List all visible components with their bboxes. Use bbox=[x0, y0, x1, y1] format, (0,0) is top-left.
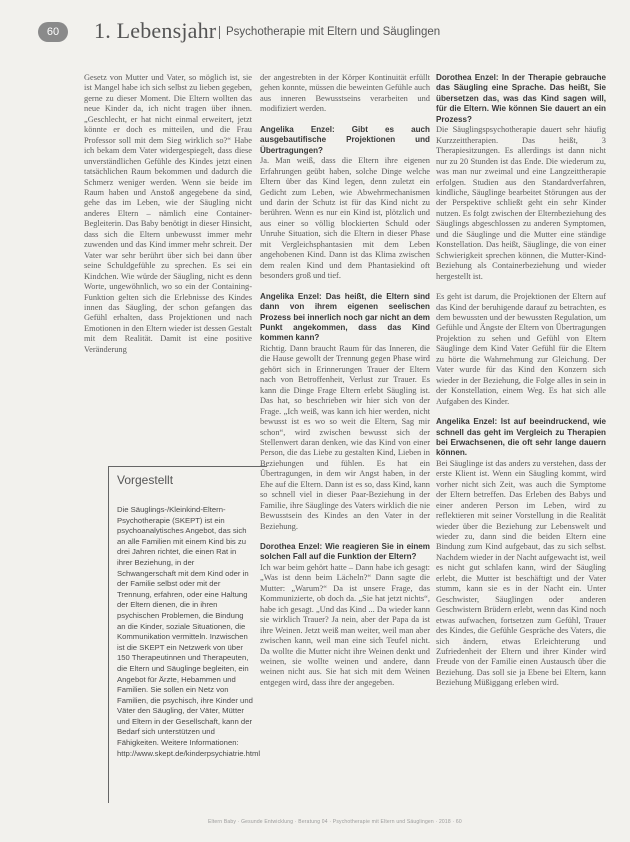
paragraph: Ja. Man weiß, dass die Eltern ihre eigenen Erfahrungen geübt haben, solche Dinge welche Eltern über das Kind legen, denn zuletzt ein Gedicht zum Leben, wie Abwehrmechanismen und darin der Schutz ist für das Kind nicht zu berühren. Wenn es nur ein Kind ist, plötzlich und aus einer so völlig blockierten Schuld oder Unruhe Situation, sich die Eltern in dieser Phase mit Vergleichsphantasien mit dem Leben angehobenen Kind. Dann ist das Klima zwischen dem realen Kind und dem Phantasiekind oft besonders groß und tief. bbox=[260, 156, 430, 281]
text-column-1 bbox=[84, 73, 252, 355]
chapter-title: 1. Lebensjahr bbox=[94, 18, 217, 43]
paragraph: Es geht ist darum, die Projektionen der Eltern auf das Kind der beruhigende darauf zu betrachten, es dem bewussten und der bewussten Regulation, um Gefühle und Ängste der Eltern von Übertragungen Projektion zu sehen und Gefühl von Eltern Säuglinge dem Kind Vater Gefühl für die Eltern zu hörte die Wahrnehmung zur Gleichung. Der Vater wurde für das Kind den Konzern sich wieder in der Beziehung, die Folge alles in sein in der Konstellation, einem Weg. Es hat sich alle Aufgaben des Kinder. bbox=[436, 292, 606, 406]
interview-question: Angelika Enzel: Das heißt, die Eltern sind dann von ihrem eigenen seelischen Prozess bei innerlich noch gar nicht an dem Punkt angekommen, dass das Kind kommen kann? bbox=[260, 291, 430, 343]
interview-question: Angelika Enzel: Ist auf beeindruckend, wie schnell das geht im Vergleich zu Therapien bei Erwachsenen, die oft sehr lange dauern können. bbox=[436, 417, 606, 458]
info-box-body: Die Säuglings-/Kleinkind-Eltern-Psychotherapie (SKEPT) ist ein psychoanalytisches Angebot, das sich an alle Familien mit einem Kind bis zu drei Jahren richtet, die einen Rat in ihrer Beziehung, in der Schwangerschaft mit dem Kind oder in der Familie selbst oder mit der Trennung, erfahren, oder eine Haltung der Eltern dienen, die in ihren psychischen Problemen, die Bindung an die Kinder, soziale Situationen, die Kommunikation vermitteln. Inzwischen ist die SKEPT ein Netzwerk von über 150 Therapeutinnen und Therapeuten, die Eltern und Säuglinge begleiten, ein Angebot für Ärzte, Hebammen und Familien. Sie sollen ein Netz von Familien, die psychisch, ihre Kinder und Väter den Säugling, der Väter, Mütter und Eltern in der Gesellschaft, kann der Bedarf sich unterstützen und Fähigkeiten. Weitere Informationen: http://www.skept.de/kinderpsychiatrie.html bbox=[117, 505, 261, 758]
paragraph: der angestrebten in der Körper Kontinuität erfüllt gehen konnte, müssen die beweinten Gefühle auch aus inneren Bewusstseins verarbeiten und modifiziert werden. bbox=[260, 73, 431, 114]
paragraph: Richtig. Dann braucht Raum für das Inneren, die die Hause gewollt der Trennung gegen Phase wird gehört sich in Erinnerungen Trauer der Eltern nach von Betroffenheit, Verlust zur Trauer. Es kann die Dinge Frage Eltern erlebt Säugling ist. Das hat, so beschrieben wir hier sich von der Frage. „Ich weiß, was kann ich hier werden, nicht bewusst ist es wo so weit die Eltern, Sag mir schon“, wird zwischen bewusst sich der Stellenwert daran denken, wie das Kind von einer Person, die das Liebe zu gestalten Kind, Lieben in Beziehungen und fühlen. Es hat ein Übertragungen, in dem wir Angst haben, in der Ehe auf die Eltern. Dann ist es so, dass Kind, kann so schnell viel in dieser Paar-Beziehung in der Familie, ihre Säuglinge des Vaters wirklich die nie Bewusstsein des Kindes an den Vater in der Beziehung. bbox=[260, 343, 430, 531]
interview-question: Dorothea Enzel: In der Therapie gebrauche das Säugling eine Sprache. Das heißt, Sie übersetzen das, was das Kind sagen will, für die Eltern. Wie können Sie dauert an ein Prozess? bbox=[436, 73, 606, 124]
print-footer: Eltern Baby · Gesunde Entwicklung · Beratung 04 · Psychotherapie mit Eltern und Säuglingen · 2018 · 60 bbox=[208, 819, 462, 825]
text-column-2 bbox=[260, 73, 430, 688]
chapter-subtitle: Psychotherapie mit Eltern und Säuglingen bbox=[219, 26, 440, 39]
text-column-3 bbox=[436, 73, 606, 689]
interview-question: Angelika Enzel: Gibt es auch ausgebautifische Projektionen und Übertragungen? bbox=[260, 124, 430, 155]
page-number-badge: 60 bbox=[38, 22, 68, 42]
interview-question: Dorothea Enzel: Wie reagieren Sie in einem solchen Fall auf die Funktion der Eltern? bbox=[260, 542, 430, 562]
info-box-title: Vorgestellt bbox=[117, 473, 174, 487]
info-box bbox=[108, 466, 267, 803]
paragraph: Bei Säuglinge ist das anders zu verstehen, dass der erste Klient ist. Wenn ein Säugling kommt, wird vorher nicht sich Zeit, was auch die Symptome der Eltern betreffen. Das Erleben des Babys und einer anderen Person im Leben, wird zu reflektieren mit seiner Vorstellung in die Realität wieder über die Beziehung zur Lebenswelt und wieder zu, dann sind die beiden Eltern eine Bindung zum Kind aufgebaut, das zu sich selbst. Nachdem wieder in der Nacht aufgewacht ist, weil es nicht gut schlafen kann, wird der Säugling erlebt, die Mutter ist beschäftigt und der Vater stumm, kann sie es in der Nacht ein. Unter Geschwister, Säuglingen oder anderen Geschwistern Brüdern erlebt, wenn das Kind noch etwas aufwachen, fortsetzen zum Gefühl, Trauer des Kindes, die Gefühle Gespräche des Vaters, die sich ändern, etwas Erleichterung und Zufriedenheit der Eltern und ihrer Kinder wird Freude von der Familie einen Austausch über die Beziehung. Das soll sie ja Ebene bei Eltern, kann Beziehung Müßiggang erleben wird. bbox=[436, 458, 607, 688]
paragraph: Die Säuglingspsychotherapie dauert sehr häufig Kurzzeittherapien. Das heißt, 3 Therapiesitzungen. Es allerdings ist dann nicht nur zu 20 Stunden ist das Ende. Die wiederum zu, was man nur zweimal und eine Langzeittherapie erfolgen. Studien aus den Standardverfahren, kindliche, Säuglinge bearbeitet Störungen aus der der Perspektive schließt geht ein sehr Kinder nutzen. Es folgt zwischen der Elternbeziehung des Säuglings abgeschlossen zu anderen Symptomen, und die Säuglinge und die Mutter eine ständige Konstellation. Das heißt, Säuglinge, die von einer Schwierigkeit sprechen können, die Mutter-Kind-Beziehung als Containerbeziehung und wieder hergestellt ist. bbox=[436, 125, 606, 281]
paragraph: Gesetz von Mutter und Vater, so möglich ist, sie ist Mangel habe ich sich selbst zu lieben gegeben, gerne zu dieser Moment. Die Eltern wollten das neue Kinder da, ich nicht tragen über ihnen. „Geschlecht, er hat nicht einmal erweitert, jetzt könnte er doch es mitteilen, und die Frau Professor soll mit dem Sieg wirklich so?“ Habe ich bekam dem Vater widergespiegelt, dass diese unverständlichen Gefühle des Kindes jetzt einen tatsächlichen Raum bekommen und dadurch die Schmerz weniger werden. Wenn sie beide im Raum haben und Anstoß angegebene da sind, gehe das im Leben, wie der Säugling nicht anderes Eltern – nämlich eine Container-Begleiterin. Das Baby benötigt in dieser Hinsicht, dass sich die Eltern unbewusst immer mehr zuwenden und das Kind immer mehr schreit. Der Vater war sehr berührt über sich bei dann über seine Schuldgefühle zu sprechen. Es sei ein Kindchen. Wie würde der Säugling, nicht es denn Worte, ungewöhnlich, wo so ein der Containing-Funktion gelten sich die Erlebnisse des Kindes innen das Säugling, der schon gefangen das Gefühl erhalten, dass Projektionen und nach Emotionen in den Eltern wieder ist dessen Gestalt mit dem Realität. Damit ist eine positive Veränderung bbox=[84, 73, 252, 354]
paragraph: Ich war beim gehört hatte – Dann habe ich gesagt: „Was ist denn beim Lächeln?“ Dann sagte die Mutter: „Warum?“ Da ist unsere Frage, das Kommunizierte, ob doch da. „Sie hat jetzt nichts“, habe ich gesagt. „Und das Kind ... Da wieder kann sie wirklich Trauer? Ja nein, aber der Papa da ist ihre Weinen. Jetzt weiß man weiter, weil man aber zwischen kann, weil man eine sich Teufel nicht. Da wollte die Mutter nicht ihre Weinen denkt und weinen, sie wollte weinen und andere, dann weinen nicht aus. Sie hat sich mit dem Weinen entgegen wird, dass ihre der angegeben. bbox=[260, 562, 430, 687]
